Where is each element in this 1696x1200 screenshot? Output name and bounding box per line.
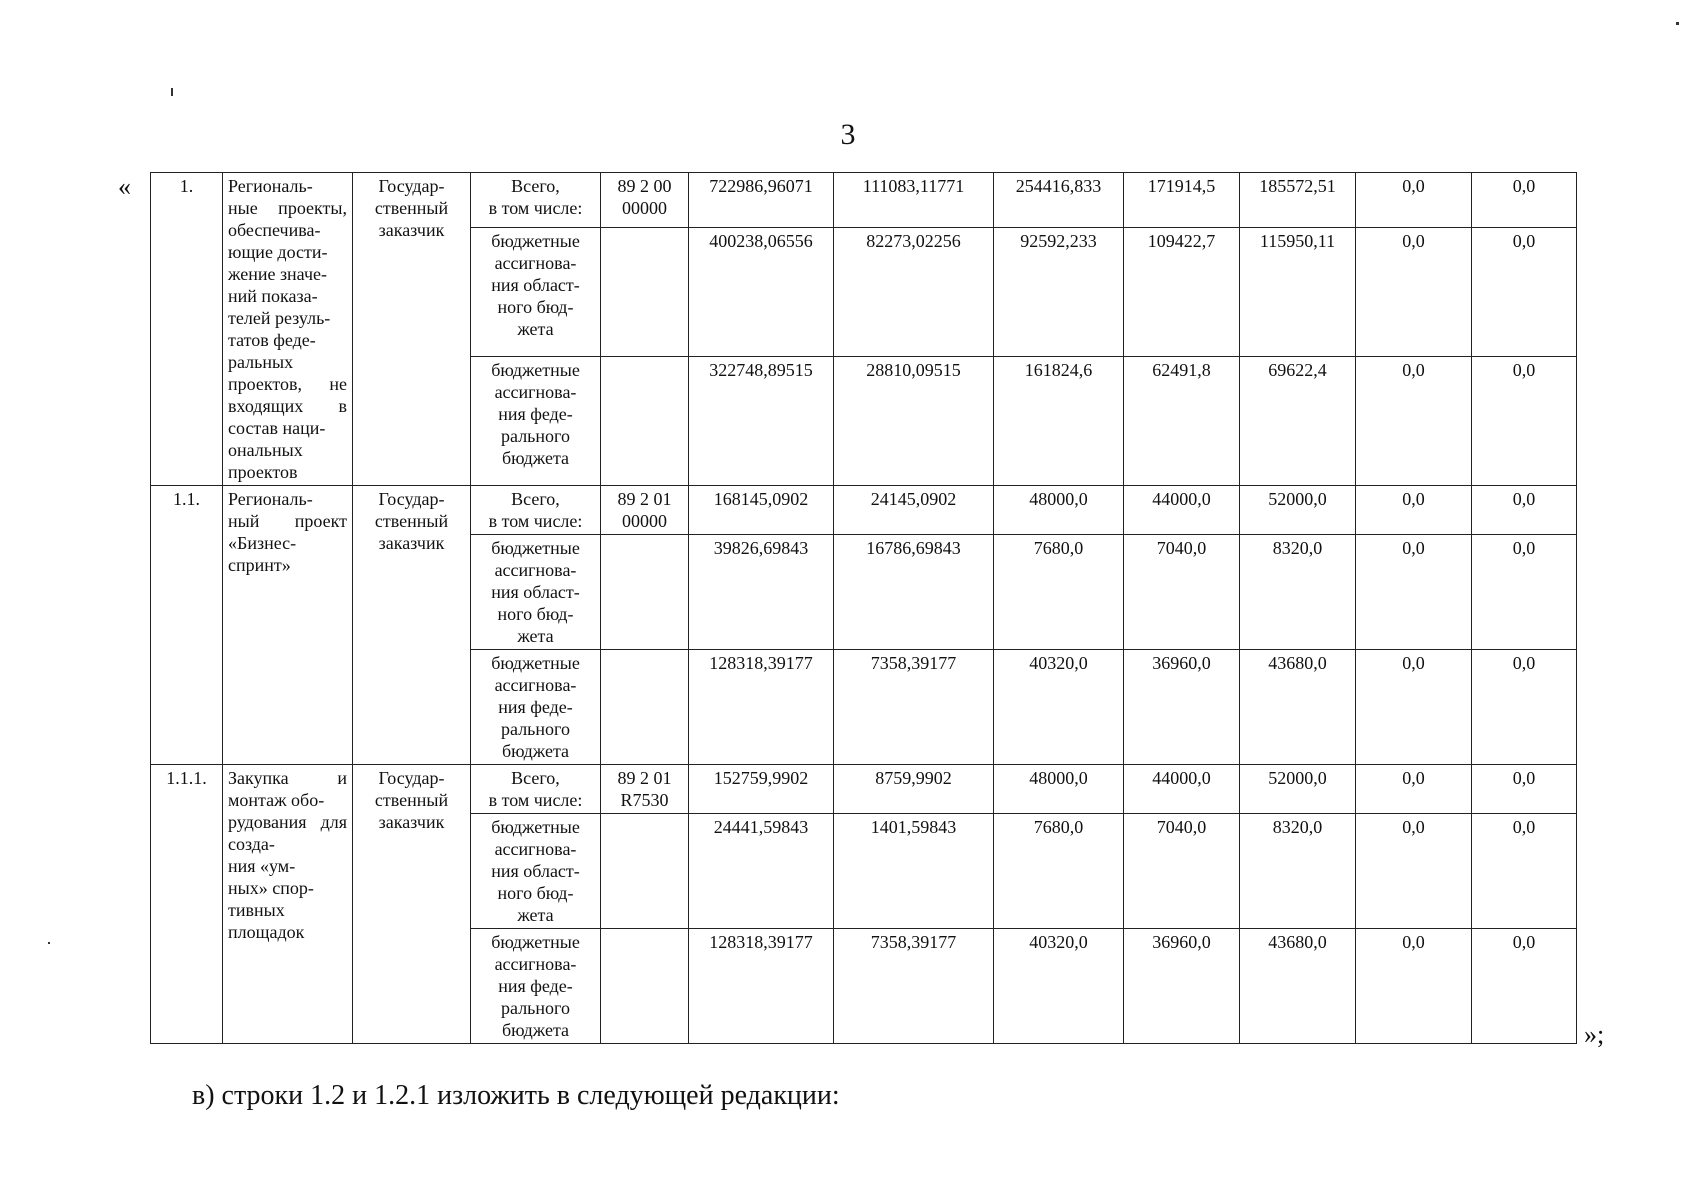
amount-cell: 8320,0: [1240, 535, 1356, 650]
budget-table: [150, 172, 1577, 1044]
amount-cell: 0,0: [1356, 814, 1472, 929]
funding-source: Всего, в том числе:: [471, 486, 601, 535]
opening-quote: «: [118, 172, 131, 201]
amount-cell: 7040,0: [1124, 814, 1240, 929]
amount-cell: 0,0: [1356, 765, 1472, 814]
table-row: [151, 765, 1577, 814]
amount-cell: 24145,0902: [834, 486, 994, 535]
funding-source: бюджетные ассигнова- ния област- ного бюд- жета: [471, 227, 601, 356]
closing-quote: »;: [1584, 1020, 1605, 1049]
amount-cell: 8320,0: [1240, 814, 1356, 929]
amount-cell: 168145,0902: [689, 486, 834, 535]
scan-speck: [171, 88, 173, 96]
amount-cell: 0,0: [1356, 173, 1472, 228]
budget-code: 89 2 00 00000: [601, 173, 689, 228]
amount-cell: 0,0: [1356, 650, 1472, 765]
item-name: Региональ- ный проект «Бизнес- спринт»: [223, 486, 353, 765]
table-row: [151, 173, 1577, 228]
amount-cell: 7680,0: [994, 814, 1124, 929]
funding-source: бюджетные ассигнова- ния феде- рального бюджета: [471, 929, 601, 1044]
amount-cell: 115950,11: [1240, 227, 1356, 356]
amount-cell: 0,0: [1472, 929, 1577, 1044]
amount-cell: 7358,39177: [834, 929, 994, 1044]
amount-cell: 7040,0: [1124, 535, 1240, 650]
item-name: Региональ- ные проекты, обеспечива- ющие дости- жение значе- ний показа- телей резуль- татов феде- ральных проектов, не входящих в состав наци- ональных проектов: [223, 173, 353, 486]
amount-cell: 152759,9902: [689, 765, 834, 814]
amount-cell: 7358,39177: [834, 650, 994, 765]
amount-cell: 62491,8: [1124, 356, 1240, 485]
amount-cell: 92592,233: [994, 227, 1124, 356]
budget-code-empty: [601, 814, 689, 929]
amount-cell: 185572,51: [1240, 173, 1356, 228]
amount-cell: 39826,69843: [689, 535, 834, 650]
instruction-text: в) строки 1.2 и 1.2.1 изложить в следующей редакции:: [192, 1080, 840, 1111]
amount-cell: 0,0: [1472, 765, 1577, 814]
amount-cell: 28810,09515: [834, 356, 994, 485]
scan-speck: [48, 942, 50, 944]
amount-cell: 0,0: [1472, 650, 1577, 765]
amount-cell: 7680,0: [994, 535, 1124, 650]
funding-source: Всего, в том числе:: [471, 765, 601, 814]
amount-cell: 0,0: [1472, 227, 1577, 356]
amount-cell: 44000,0: [1124, 765, 1240, 814]
amount-cell: 0,0: [1356, 356, 1472, 485]
amount-cell: 1401,59843: [834, 814, 994, 929]
amount-cell: 0,0: [1356, 227, 1472, 356]
amount-cell: 109422,7: [1124, 227, 1240, 356]
amount-cell: 128318,39177: [689, 650, 834, 765]
amount-cell: 16786,69843: [834, 535, 994, 650]
amount-cell: 0,0: [1356, 929, 1472, 1044]
amount-cell: 43680,0: [1240, 650, 1356, 765]
budget-code: 89 2 01 00000: [601, 486, 689, 535]
scan-speck: [1676, 22, 1679, 25]
amount-cell: 69622,4: [1240, 356, 1356, 485]
budget-code-empty: [601, 929, 689, 1044]
amount-cell: 82273,02256: [834, 227, 994, 356]
amount-cell: 52000,0: [1240, 765, 1356, 814]
funding-source: бюджетные ассигнова- ния феде- рального бюджета: [471, 650, 601, 765]
amount-cell: 111083,11771: [834, 173, 994, 228]
budget-code: 89 2 01 R7530: [601, 765, 689, 814]
amount-cell: 36960,0: [1124, 929, 1240, 1044]
budget-code-empty: [601, 535, 689, 650]
budget-code-empty: [601, 356, 689, 485]
funding-source: бюджетные ассигнова- ния област- ного бюд- жета: [471, 535, 601, 650]
amount-cell: 0,0: [1356, 535, 1472, 650]
customer-cell: Государ- ственный заказчик: [353, 765, 471, 1044]
budget-code-empty: [601, 227, 689, 356]
amount-cell: 40320,0: [994, 650, 1124, 765]
amount-cell: 254416,833: [994, 173, 1124, 228]
amount-cell: 8759,9902: [834, 765, 994, 814]
item-number: 1.: [151, 173, 223, 486]
amount-cell: 128318,39177: [689, 929, 834, 1044]
amount-cell: 0,0: [1472, 173, 1577, 228]
item-name: Закупка и монтаж обо- рудования для созда- ния «ум- ных» спор- тивных площадок: [223, 765, 353, 1044]
item-number: 1.1.: [151, 486, 223, 765]
funding-source: бюджетные ассигнова- ния област- ного бюд- жета: [471, 814, 601, 929]
amount-cell: 48000,0: [994, 486, 1124, 535]
amount-cell: 40320,0: [994, 929, 1124, 1044]
item-number: 1.1.1.: [151, 765, 223, 1044]
amount-cell: 44000,0: [1124, 486, 1240, 535]
funding-source: бюджетные ассигнова- ния феде- рального бюджета: [471, 356, 601, 485]
amount-cell: 0,0: [1472, 486, 1577, 535]
funding-source: Всего, в том числе:: [471, 173, 601, 228]
amount-cell: 43680,0: [1240, 929, 1356, 1044]
customer-cell: Государ- ственный заказчик: [353, 173, 471, 486]
amount-cell: 161824,6: [994, 356, 1124, 485]
amount-cell: 171914,5: [1124, 173, 1240, 228]
amount-cell: 24441,59843: [689, 814, 834, 929]
table-row: [151, 486, 1577, 535]
amount-cell: 0,0: [1356, 486, 1472, 535]
amount-cell: 322748,89515: [689, 356, 834, 485]
page-number: 3: [840, 118, 856, 151]
amount-cell: 52000,0: [1240, 486, 1356, 535]
amount-cell: 0,0: [1472, 356, 1577, 485]
amount-cell: 0,0: [1472, 535, 1577, 650]
amount-cell: 722986,96071: [689, 173, 834, 228]
amount-cell: 400238,06556: [689, 227, 834, 356]
amount-cell: 36960,0: [1124, 650, 1240, 765]
customer-cell: Государ- ственный заказчик: [353, 486, 471, 765]
budget-code-empty: [601, 650, 689, 765]
amount-cell: 0,0: [1472, 814, 1577, 929]
amount-cell: 48000,0: [994, 765, 1124, 814]
